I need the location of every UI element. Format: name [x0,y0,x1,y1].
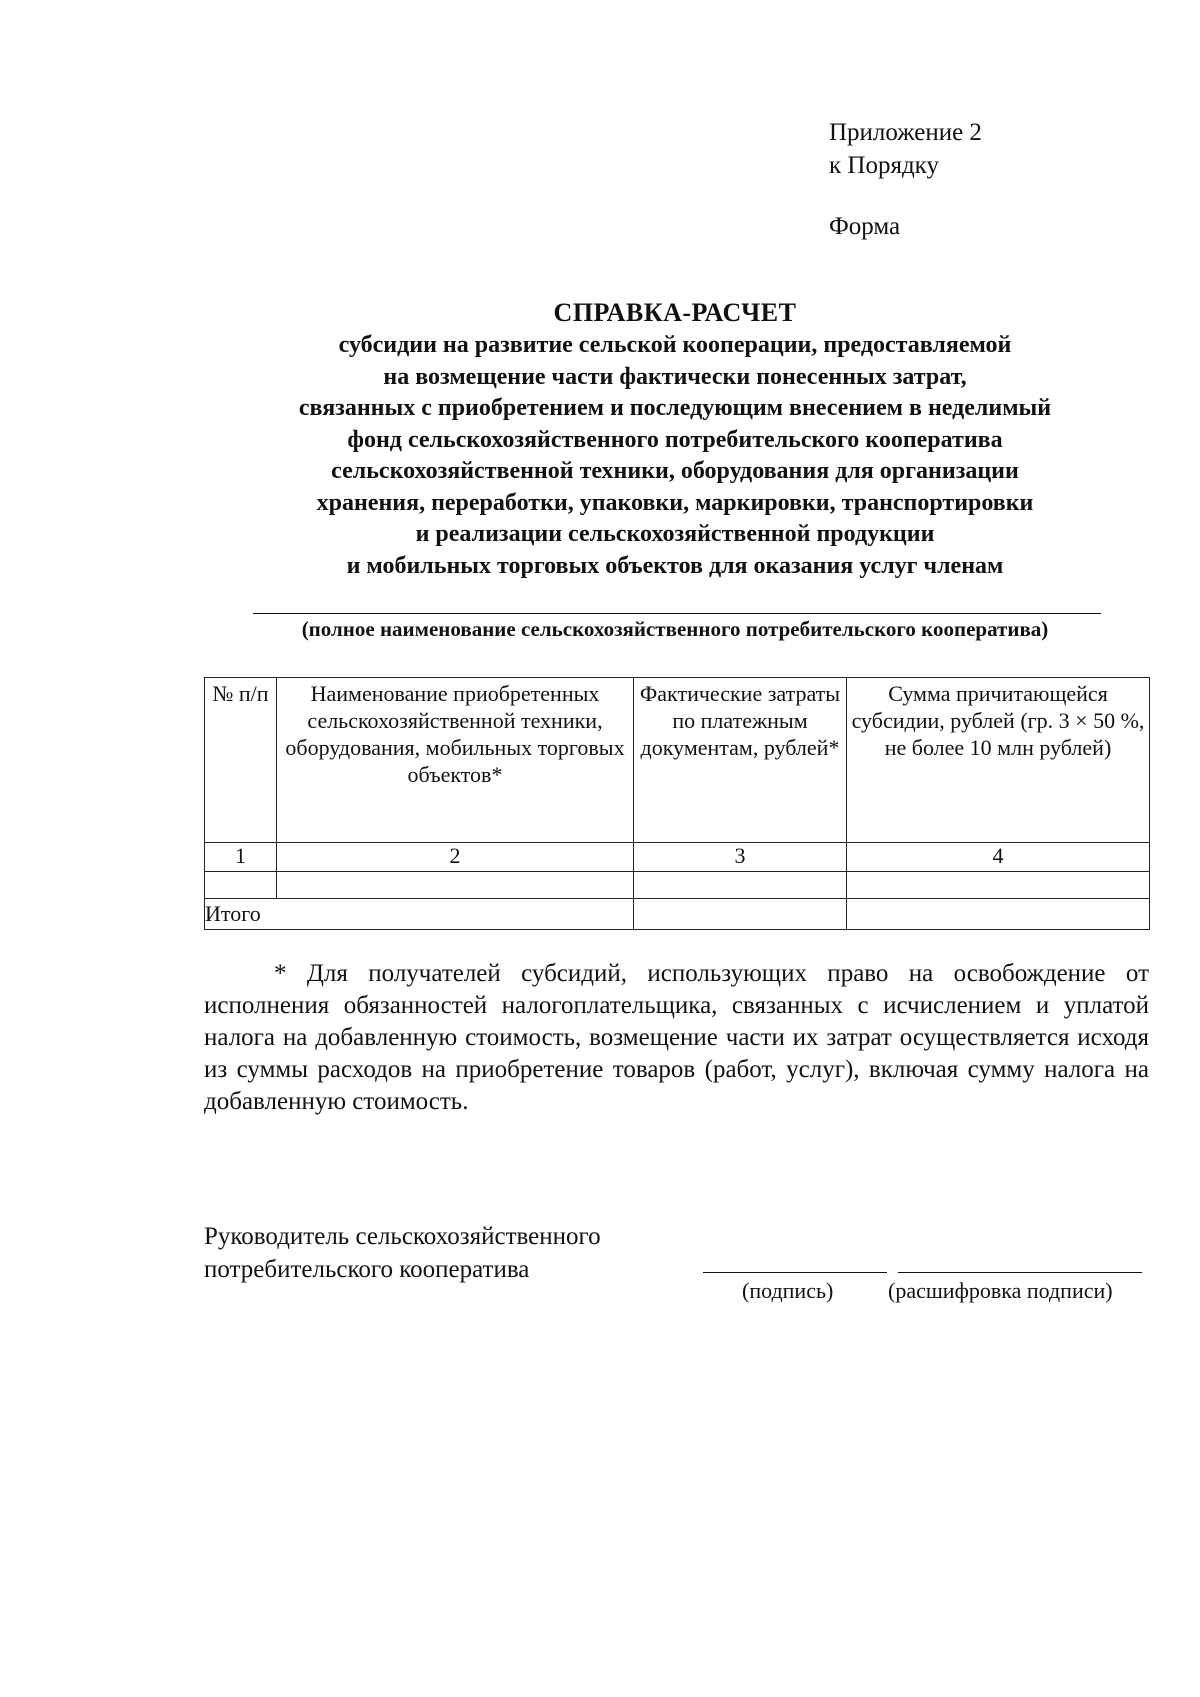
signer-line-2: потребительского кооператива [204,1256,530,1283]
table-cell[interactable] [277,872,634,899]
table-row [205,872,1150,899]
column-number: 1 [205,843,277,872]
document-title [130,296,1200,582]
column-number: 3 [634,843,847,872]
table-cell[interactable] [847,872,1150,899]
total-costs-cell[interactable] [634,899,847,930]
header-actual-costs: Фактические затраты по платежным документам, рублей* [634,678,847,843]
cooperative-name-field[interactable] [253,613,1101,614]
footnote: * Для получателей субсидий, использующих право на освобождение от исполнения обязанностей налогоплательщика, связанных с исчислением и уплатой налога на добавленную стоимость, возмещение части их затрат осуществляется исходя из суммы расходов на приобретение товаров (работ, услуг), включая сумму налога на добавленную стоимость. [204,960,1149,1115]
appendix-reference [829,116,982,182]
subtitle-line: и реализации сельскохозяйственной продукции [415,521,935,547]
subsidy-calculation-table [204,677,1150,930]
header-subsidy-amount: Сумма причитающейся субсидии, рублей (гр. 3 × 50 %, не более 10 млн рублей) [847,678,1150,843]
subtitle-line: и мобильных торговых объектов для оказания услуг членам [346,552,1004,579]
signer-title [204,1220,601,1286]
appendix-line-1: Приложение 2 [829,119,982,146]
table-cell[interactable] [205,872,277,899]
title-main: СПРАВКА-РАСЧЕТ [553,298,797,327]
column-number: 2 [277,843,634,872]
total-label: Итого [205,899,634,930]
subtitle-line: хранения, переработки, упаковки, маркировки, транспортировки [316,489,1034,516]
title-subtitle [130,330,1200,582]
column-number-row [205,843,1150,872]
total-subsidy-cell[interactable] [847,899,1150,930]
appendix-line-2: к Порядку [829,152,939,179]
total-row [205,899,1150,930]
signature-caption: (подпись) [742,1278,834,1303]
signature-field[interactable] [703,1272,887,1273]
signature-decoding-caption: (расшифровка подписи) [888,1278,1113,1303]
subtitle-line: сельскохозяйственной техники, оборудования для организации [331,458,1019,484]
table-header-row [205,678,1150,843]
signer-line-1: Руководитель сельскохозяйственного [204,1223,601,1250]
header-equipment-name: Наименование приобретенных сельскохозяйственной техники, оборудования, мобильных торговых объектов* [277,678,634,843]
form-label: Форма [829,213,901,240]
column-number: 4 [847,843,1150,872]
subtitle-line: на возмещение части фактически понесенных затрат, [383,363,967,390]
signature-decoding-field[interactable] [898,1272,1142,1273]
header-row-number: № п/п [205,678,277,843]
subtitle-line: фонд сельскохозяйственного потребительского кооператива [347,426,1003,453]
subtitle-line: субсидии на развитие сельской кооперации, предоставляемой [338,332,1012,358]
cooperative-name-caption: (полное наименование сельскохозяйственного потребительского кооператива) [301,617,1049,641]
table-cell[interactable] [634,872,847,899]
subtitle-line: связанных с приобретением и последующим внесением в неделимый [298,395,1052,421]
